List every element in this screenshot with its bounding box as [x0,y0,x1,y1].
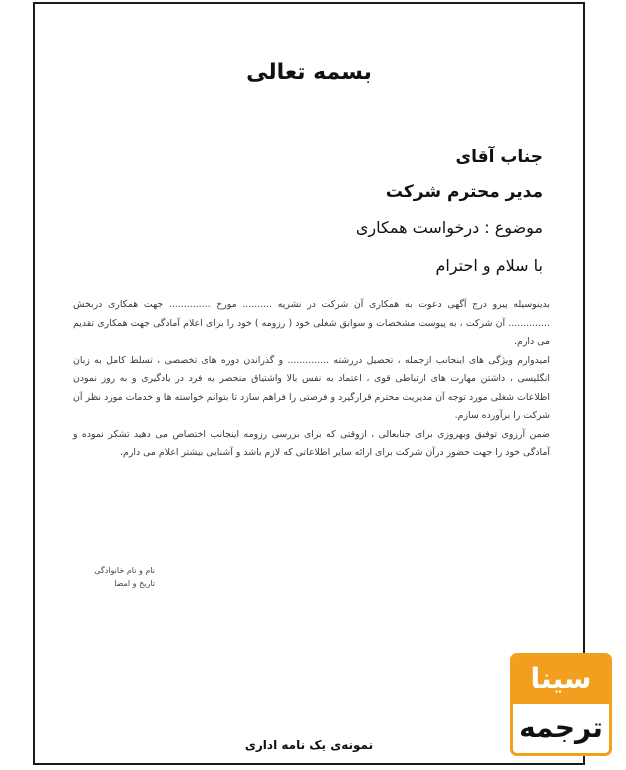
signature-block [75,564,155,590]
logo-top-text: سینا [513,656,609,704]
addressee: جناب آقای [455,147,543,167]
letter-title: بسمه تعالی [246,60,372,85]
figure-caption: نمونه‌ی یک نامه اداری [244,738,374,752]
body-paragraph: ضمن آرزوی توفیق وبهروزی برای جنابعالی ، ازوقتی که برای بررسی رزومه اینجانب اختصاص می دهید تشکر نموده و آمادگی خود را جهت حضور درآن شرکت برای ارائه سایر اطلاعاتی که لازم باشد و آشنایی بیشتر اعلام می دارم. [73,428,550,458]
logo-bottom-text: ترجمه [519,711,603,744]
subject-line: موضوع : درخواست همکاری [355,218,543,237]
greeting: با سلام و احترام [435,256,543,275]
letter-body [73,296,550,463]
recipient: مدیر محترم شرکت [385,182,543,202]
signature-date-label: تاریخ و امضا [114,579,155,588]
body-paragraph: امیدوارم ویژگی های اینجانب ازجمله ، تحصیل دررشته .............. و گذراندن دوره های تخصصی ، تسلط کامل به زبان انگلیسی ، داشتن مهارت های ارتباطی قوی ، اعتماد به نفس بالا واشتیاق منحصر به فرد در یادگیری و به روز نمودن اطلاعات شغلی مورد توجه آن مدیریت محترم قرارگیرد و فرصتی را فراهم سازد تا بتوانم خواسته ها و خدمات مورد نظر آن شرکت را برآورده سازم. [73,354,550,421]
body-paragraph: بدینوسیله پیرو درج آگهی دعوت به همکاری آن شرکت در نشریه .......... مورخ .............. جهت همکاری دربخش .............. آن شرکت ، به پیوست مشخصات و سوابق شغلی خود ( رزومه ) خود را برای اعلام آمادگی جهت همکاری تقدیم می دارم. [73,299,550,347]
letter-page [33,2,585,765]
brand-logo [510,653,612,756]
signature-name-label: نام و نام خانوادگی [94,566,155,575]
